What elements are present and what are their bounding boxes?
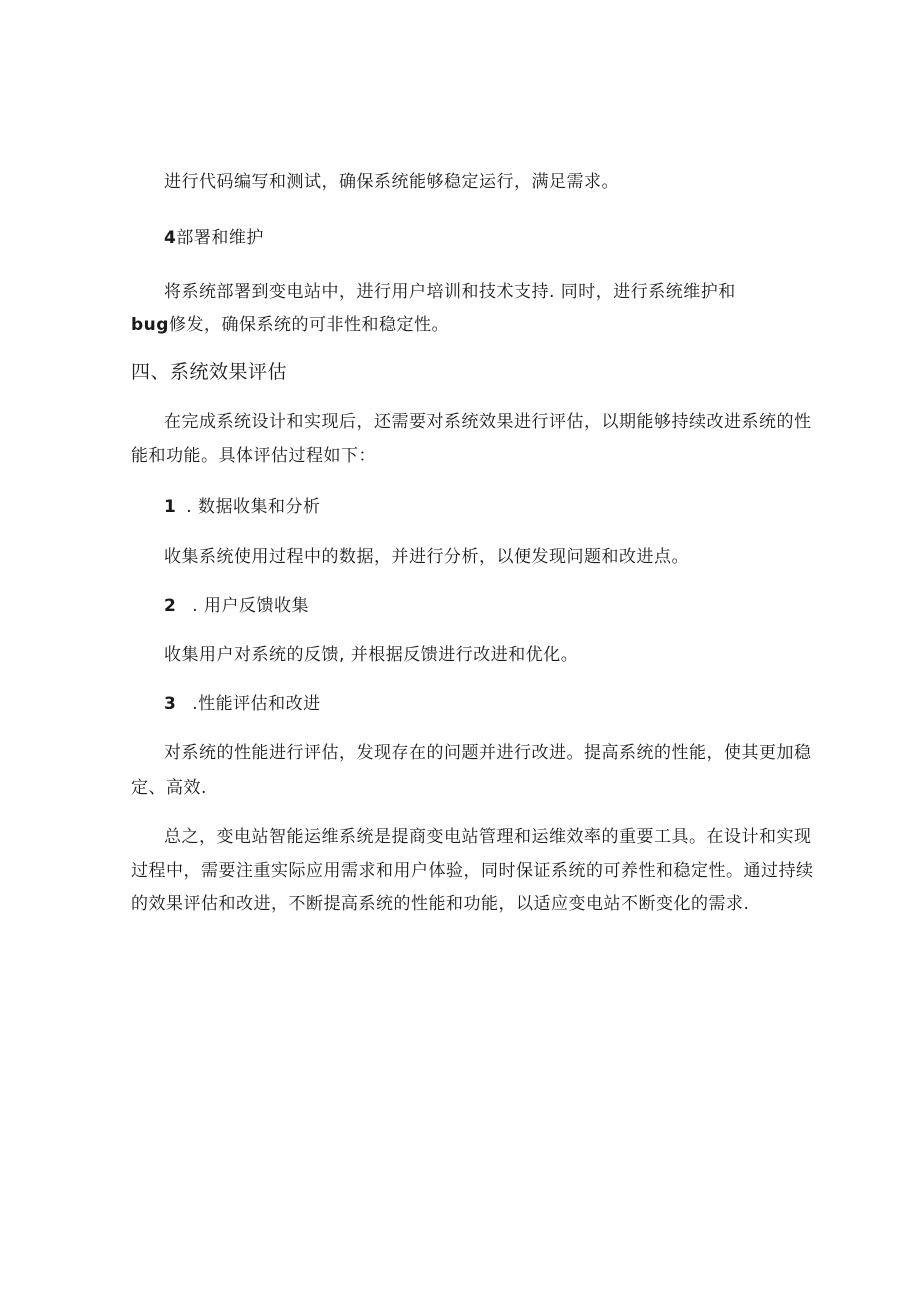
sub-item-2-label: . 用户反馈收集 (192, 596, 310, 616)
paragraph-user-feedback: 收集用户对系统的反馈, 并根据反馈进行改进和优化。 (164, 645, 579, 665)
item-4-number: 4 (164, 228, 177, 248)
paragraph-performance-line-2: 定、高效. (131, 778, 207, 798)
sub-item-3-heading (164, 693, 321, 715)
sub-item-1-heading (164, 496, 321, 518)
sub-item-3-number: 3 (164, 694, 177, 714)
paragraph-deploy-line-2-text: 修发，确保系统的可非性和稳定性。 (168, 315, 449, 335)
paragraph-data-collection: 收集系统使用过程中的数据，并进行分析，以便发现问题和改进点。 (164, 547, 689, 567)
bug-term: bug (131, 315, 169, 335)
sub-item-1-number: 1 (164, 497, 177, 517)
section-4-title: 四、系统效果评估 (131, 361, 288, 383)
paragraph-code-testing: 进行代码编写和测试，确保系统能够稳定运行，满足需求。 (164, 172, 619, 192)
paragraph-summary-line-3: 的效果评估和改进，不断提高系统的性能和功能，以适应变电站不断变化的需求. (131, 894, 750, 914)
sub-item-3-label: .性能评估和改进 (192, 694, 321, 714)
paragraph-deploy-line-2 (131, 314, 449, 336)
paragraph-summary-line-2: 过程中，需要注重实际应用需求和用户体验，同时保证系统的可养性和稳定性。通过持续 (131, 861, 814, 881)
paragraph-eval-intro-line-2: 能和功能。具体评估过程如下： (131, 446, 376, 466)
item-4-label: 部署和维护 (176, 228, 264, 248)
sub-item-2-number: 2 (164, 596, 177, 616)
sub-item-1-label: . 数据收集和分析 (186, 497, 321, 517)
paragraph-performance-line-1: 对系统的性能进行评估，发现存在的问题并进行改进。提高系统的性能，使其更加稳 (164, 743, 812, 763)
paragraph-deploy-line-1: 将系统部署到变电站中，进行用户培训和技术支持. 同时，进行系统维护和 (164, 282, 736, 302)
sub-item-2-heading (164, 595, 309, 617)
paragraph-eval-intro-line-1: 在完成系统设计和实现后，还需要对系统效果进行评估，以期能够持续改进系统的性 (164, 412, 812, 432)
item-4-heading (164, 227, 264, 249)
paragraph-summary-line-1: 总之，变电站智能运维系统是提商变电站管理和运维效率的重要工具。在设计和实现 (164, 827, 812, 847)
